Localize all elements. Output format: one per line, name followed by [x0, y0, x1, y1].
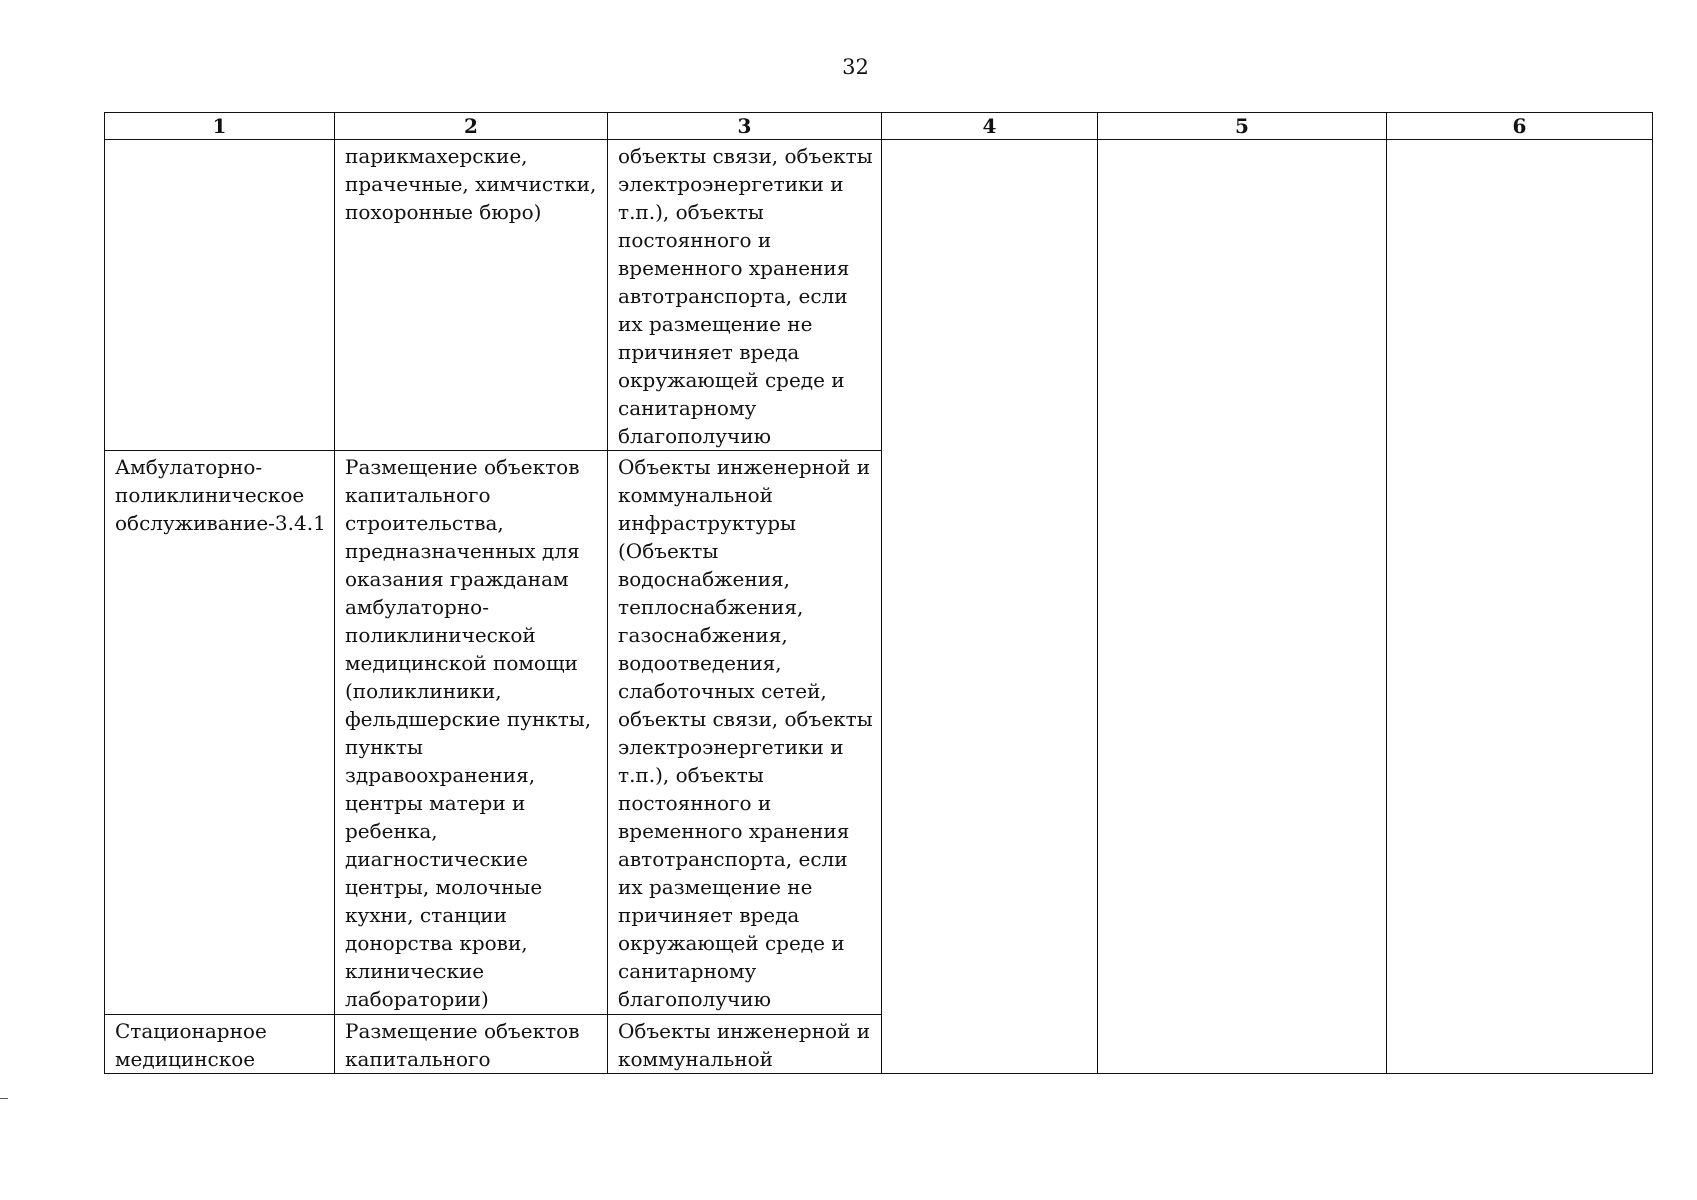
cell-text-line: их размещение не	[618, 875, 813, 899]
cell-text-line: благополучию	[618, 424, 771, 448]
cell-text-line: временного хранения	[618, 256, 850, 280]
cell-text-line: поликлиническое	[115, 483, 305, 507]
cell-text-line: временного хранения	[618, 819, 850, 843]
cell-text-line: похоронные бюро)	[345, 200, 542, 224]
cell-text-line: т.п.), объекты	[618, 200, 764, 224]
cell-text-line: причиняет вреда	[618, 903, 800, 927]
cell-text-line: Размещение объектов	[345, 455, 580, 479]
cell-text-line: капитального	[345, 483, 491, 507]
cell-text-line: инфраструктуры	[618, 511, 796, 535]
cell-text-line: санитарному	[618, 959, 757, 983]
margin-mark	[0, 1098, 8, 1099]
cell-text-line: электроэнергетики и	[618, 172, 844, 196]
cell-text-line: их размещение не	[618, 312, 813, 336]
cell-text-line: (поликлиники,	[345, 679, 502, 703]
cell-text-line: Стационарное	[115, 1019, 267, 1043]
column-header-1: 1	[105, 113, 335, 140]
table-cell-col4-empty	[882, 140, 1098, 1074]
cell-text-line: слаботочных сетей,	[618, 679, 827, 703]
cell-text-line: Объекты инженерной и	[618, 455, 871, 479]
cell-text-line: причиняет вреда	[618, 340, 800, 364]
cell-text-line: коммунальной	[618, 1047, 773, 1071]
cell-text-line: теплоснабжения,	[618, 595, 804, 619]
cell-text-line: (Объекты	[618, 539, 719, 563]
cell-text-line: автотранспорта, если	[618, 284, 848, 308]
table-cell-col2	[335, 451, 608, 1015]
table-cell-col2	[335, 140, 608, 451]
cell-text-line: строительства,	[345, 511, 504, 535]
cell-text-line: т.п.), объекты	[618, 763, 764, 787]
cell-text-line: пункты	[345, 735, 423, 759]
table-cell-col6-empty	[1387, 140, 1653, 1074]
table-cell-col2	[335, 1015, 608, 1074]
column-header-4: 4	[882, 113, 1098, 140]
cell-text-line: благополучию	[618, 987, 771, 1011]
cell-text-line: водоотведения,	[618, 651, 782, 675]
column-header-6: 6	[1387, 113, 1653, 140]
cell-text-line: капитального	[345, 1047, 491, 1071]
table-body	[105, 140, 1653, 1074]
cell-text-line: кухни, станции	[345, 903, 507, 927]
table-cell-col3	[608, 140, 882, 451]
cell-text-line: Размещение объектов	[345, 1019, 580, 1043]
land-use-table-container	[104, 112, 1653, 1074]
cell-text-line: центры, молочные	[345, 875, 543, 899]
cell-text-line: санитарному	[618, 396, 757, 420]
cell-text-line: Амбулаторно-	[115, 455, 263, 479]
cell-text-line: автотранспорта, если	[618, 847, 848, 871]
cell-text-line: предназначенных для	[345, 539, 580, 563]
cell-text-line: лаборатории)	[345, 987, 489, 1011]
cell-text-line: окружающей среде и	[618, 368, 845, 392]
column-header-5: 5	[1098, 113, 1387, 140]
table-row	[105, 140, 1653, 451]
table-cell-col3	[608, 451, 882, 1015]
cell-text-line: центры матери и	[345, 791, 526, 815]
cell-text-line: постоянного и	[618, 228, 772, 252]
cell-text-line: объекты связи, объекты	[618, 144, 873, 168]
cell-text-line: фельдшерские пункты,	[345, 707, 592, 731]
cell-text-line: диагностические	[345, 847, 528, 871]
table-cell-col1	[105, 451, 335, 1015]
cell-text-line: амбулаторно-	[345, 595, 489, 619]
cell-text-line: постоянного и	[618, 791, 772, 815]
cell-text-line: прачечные, химчистки,	[345, 172, 597, 196]
cell-text-line: обслуживание-3.4.1	[115, 511, 326, 535]
cell-text-line: оказания гражданам	[345, 567, 569, 591]
cell-text-line: Объекты инженерной и	[618, 1019, 871, 1043]
cell-text-line: здравоохранения,	[345, 763, 536, 787]
cell-text-line: объекты связи, объекты	[618, 707, 873, 731]
cell-text-line: парикмахерские,	[345, 144, 528, 168]
column-header-2: 2	[335, 113, 608, 140]
table-header-row	[105, 113, 1653, 140]
land-use-table	[104, 112, 1653, 1074]
cell-text-line: медицинской помощи	[345, 651, 578, 675]
cell-text-line: медицинское	[115, 1047, 256, 1071]
cell-text-line: электроэнергетики и	[618, 735, 844, 759]
cell-text-line: ребенка,	[345, 819, 438, 843]
cell-text-line: донорства крови,	[345, 931, 528, 955]
cell-text-line: клинические	[345, 959, 485, 983]
column-header-3: 3	[608, 113, 882, 140]
cell-text-line: окружающей среде и	[618, 931, 845, 955]
cell-text-line: коммунальной	[618, 483, 773, 507]
cell-text-line: водоснабжения,	[618, 567, 791, 591]
table-cell-col1	[105, 1015, 335, 1074]
table-cell-col1	[105, 140, 335, 451]
cell-text-line: поликлинической	[345, 623, 536, 647]
table-cell-col5-empty	[1098, 140, 1387, 1074]
page-number: 32	[842, 55, 869, 79]
cell-text-line: газоснабжения,	[618, 623, 788, 647]
table-cell-col3	[608, 1015, 882, 1074]
